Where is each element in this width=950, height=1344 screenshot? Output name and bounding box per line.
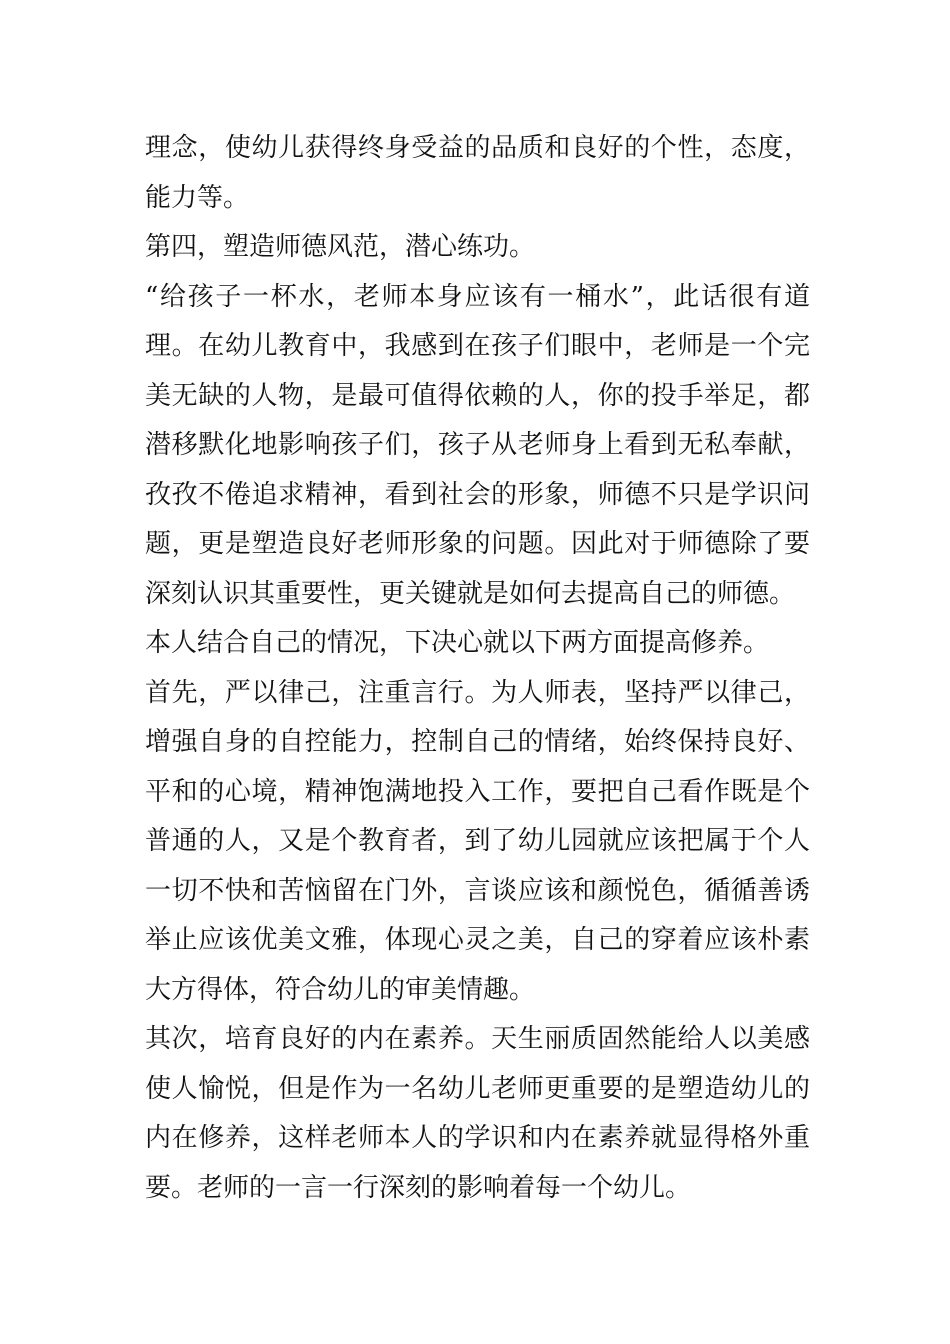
paragraph-5: 首先，严以律己，注重言行。为人师表，坚持严以律己，增强自身的自控能力，控制自己的情绪，始终保持良好、平和的心境，精神饱满地投入工作，要把自己看作既是个普通的人，又是个教育者，到了幼儿园就应该把属于个人一切不快和苦恼留在门外，言谈应该和颜悦色，循循善诱举止应该优美文雅，体现心灵之美，自己的穿着应该朴素大方得体，符合幼儿的审美情趣。 (145, 677, 810, 1005)
paragraph-2: 第四，塑造师德风范，潜心练功。 (145, 232, 536, 262)
paragraph-6: 其次，培育良好的内在素养。天生丽质固然能给人以美感使人愉悦，但是作为一名幼儿老师更重要的是塑造幼儿的内在修养，这样老师本人的学识和内在素养就显得格外重要。老师的一言一行深刻的影响着每一个幼儿。 (145, 1024, 810, 1203)
paragraph-4: 本人结合自己的情况，下决心就以下两方面提高修养。 (145, 628, 770, 658)
paragraph-3: “给孩子一杯水，老师本身应该有一桶水”，此话很有道理。在幼儿教育中，我感到在孩子们眼中，老师是一个完美无缺的人物，是最可值得依赖的人，你的投手举足，都潜移默化地影响孩子们，孩子从老师身上看到无私奉献，孜孜不倦追求精神，看到社会的形象，师德不只是学识问题，更是塑造良好老师形象的问题。因此对于师德除了要深刻认识其重要性，更关键就是如何去提高自己的师德。 (145, 281, 810, 609)
document-body (145, 124, 810, 1213)
paragraph-1: 理念，使幼儿获得终身受益的品质和良好的个性，态度，能力等。 (145, 133, 810, 213)
